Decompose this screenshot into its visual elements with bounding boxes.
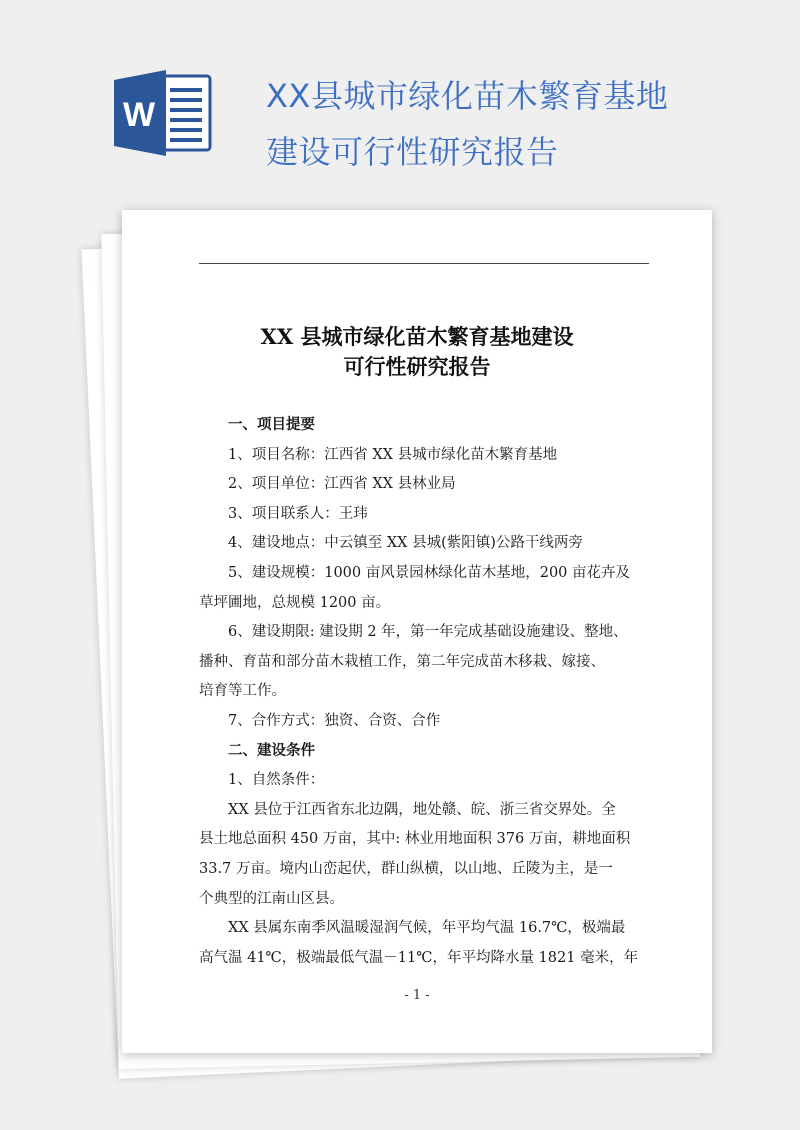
list-item: 7、合作方式：独资、合资、合作 [228,712,441,729]
list-item-continuation: 草坪圃地，总规模 1200 亩。 [199,594,391,611]
svg-text:W: W [122,96,156,134]
document-title-line1: XX 县城市绿化苗木繁育基地建设 [260,324,574,349]
document-title [122,322,712,382]
paragraph-line: 县土地总面积 450 万亩，其中: 林业用地面积 376 万亩，耕地面积 [199,831,631,848]
section-heading: 二、建设条件 [228,742,315,759]
list-item: 4、建设地点：中云镇至 XX 县城(紫阳镇)公路干线两旁 [228,535,583,552]
banner-title-line2: 建设可行性研究报告 [266,133,559,171]
list-item: 1、项目名称：江西省 XX 县城市绿化苗木繁育基地 [228,446,558,463]
word-document-icon [114,70,214,156]
page-number: - 1 - [404,988,430,1003]
header-rule [199,263,649,264]
list-item: 3、项目联系人：王玮 [228,505,368,522]
paragraph-line: 个典型的江南山区县。 [199,890,344,907]
paragraph-line: 高气温 41℃，极端最低气温－11℃，年平均降水量 1821 毫米，年 [199,949,639,966]
document-title-line2: 可行性研究报告 [343,354,491,379]
paragraph-line: 33.7 万亩。境内山峦起伏，群山纵横，以山地、丘陵为主，是一 [199,860,613,877]
list-item-continuation: 播种、育苗和部分苗木栽植工作，第二年完成苗木移栽、嫁接、 [199,653,605,670]
list-item: 5、建设规模：1000 亩风景园林绿化苗木基地，200 亩花卉及 [228,564,631,581]
paragraph-line: XX 县位于江西省东北边隅，地处赣、皖、浙三省交界处。全 [228,801,616,818]
document-body [199,411,659,973]
list-item: 6、建设期限: 建设期 2 年，第一年完成基础设施建设、整地、 [228,624,628,641]
list-item-continuation: 培育等工作。 [199,683,286,700]
list-item: 1、自然条件： [228,772,325,789]
banner-title [266,68,668,180]
banner-title-line1: XX县城市绿化苗木繁育基地 [266,77,669,115]
document-page [122,210,712,1053]
list-item: 2、项目单位：江西省 XX 县林业局 [228,476,456,493]
section-heading: 一、项目提要 [228,417,315,433]
paragraph-line: XX 县属东南季风温暖湿润气候，年平均气温 16.7℃，极端最 [228,920,626,937]
